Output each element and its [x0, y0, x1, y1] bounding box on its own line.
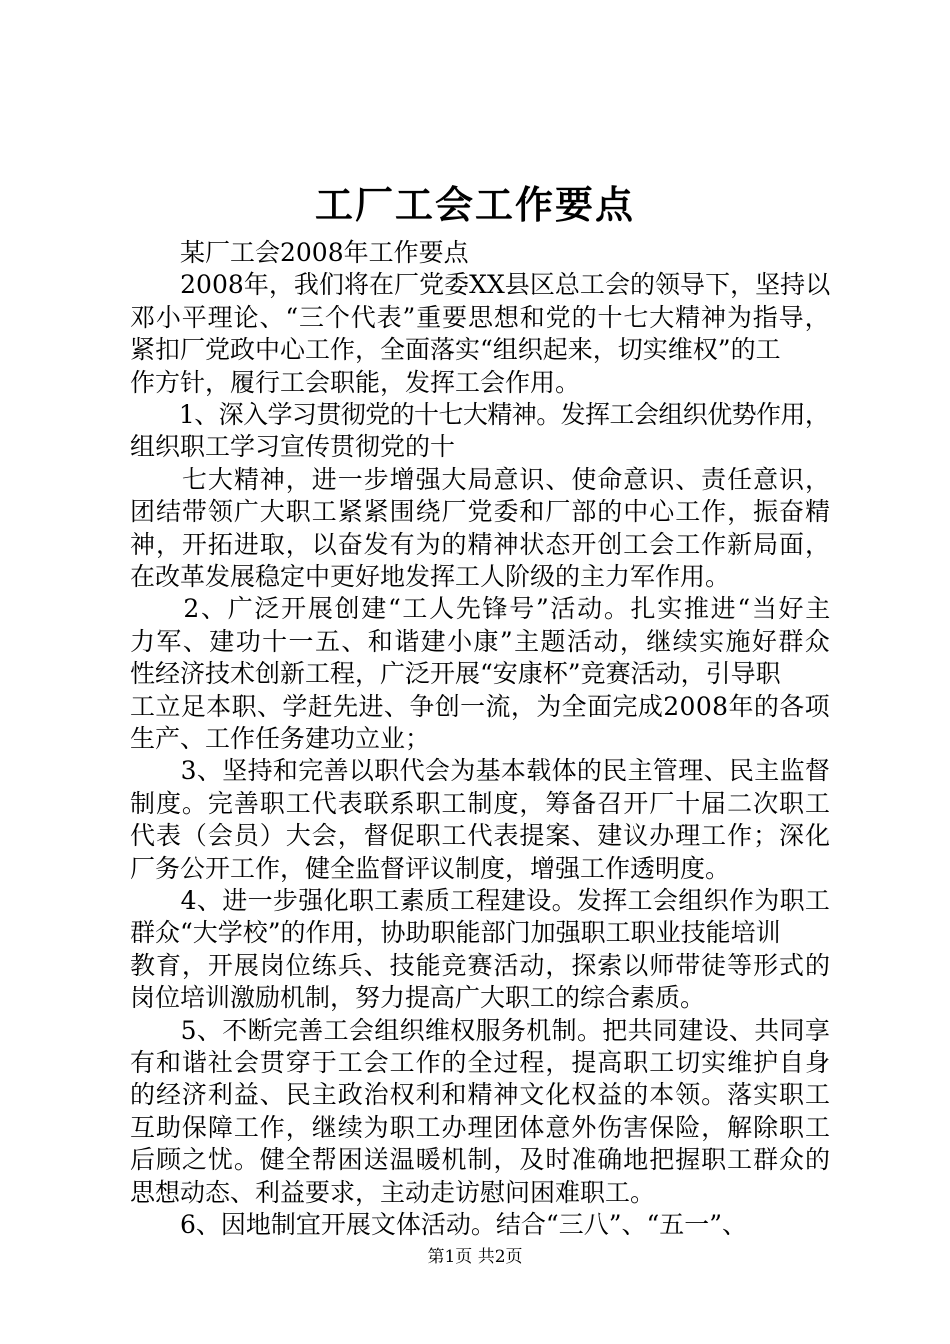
body-text-line: 力军、建功十一五、和谐建小康”主题活动，继续实施好群众 — [130, 626, 832, 656]
body-text-line: 4、进一步强化职工素质工程建设。发挥工会组织作为职工 — [130, 886, 831, 915]
body-text-line: 在改革发展稳定中更好地发挥工人阶级的主力军作用。 — [130, 562, 731, 591]
body-text-line: 厂务公开工作，健全监督评议制度，增强工作透明度。 — [130, 853, 731, 883]
body-text-line: 七大精神，进一步增强大局意识、使命意识、责任意识， — [130, 464, 831, 494]
body-text-line: 神，开拓进取，以奋发有为的精神状态开创工会工作新局面， — [130, 529, 831, 559]
body-text-line: 制度。完善职工代表联系职工制度，筹备召开厂十届二次职工 — [130, 788, 831, 818]
body-text-line: 3、坚持和完善以职代会为基本载体的民主管理、民主监督 — [130, 756, 831, 786]
body-text-line: 紧扣厂党政中心工作，全面落实“组织起来，切实维权”的工 — [130, 335, 781, 365]
body-text-line: 互助保障工作，继续为职工办理团体意外伤害保险，解除职工 — [130, 1112, 831, 1142]
body-text-line: 团结带领广大职工紧紧围绕厂党委和厂部的中心工作，振奋精 — [130, 497, 831, 527]
body-text-line: 作方针，履行工会职能，发挥工会作用。 — [130, 367, 581, 397]
body-text-line: 某厂工会2008年工作要点 — [130, 238, 469, 267]
body-text-line: 6、因地制宜开展文体活动。结合“三八”、“五一”、 — [130, 1210, 748, 1239]
body-text-line: 岗位培训激励机制，努力提高广大职工的综合素质。 — [130, 983, 706, 1013]
body-text-line: 代表（会员）大会，督促职工代表提案、建议办理工作；深化 — [130, 821, 831, 851]
document-title: 工厂工会工作要点 — [314, 182, 635, 227]
body-text-line: 2、广泛开展创建“工人先锋号”活动。扎实推进“当好主 — [130, 594, 832, 624]
body-text-line: 的经济利益、民主政治权利和精神文化权益的本领。落实职工 — [130, 1080, 831, 1110]
body-text-line: 1、深入学习贯彻党的十七大精神。发挥工会组织优势作用， — [130, 400, 830, 429]
body-text-line: 有和谐社会贯穿于工会工作的全过程，提高职工切实维护自身 — [130, 1048, 831, 1077]
body-text-line: 邓小平理论、“三个代表”重要思想和党的十七大精神为指导， — [130, 302, 831, 332]
body-text-line: 性经济技术创新工程，广泛开展“安康杯”竞赛活动，引导职 — [130, 659, 781, 689]
body-text-line: 组织职工学习宣传贯彻党的十 — [130, 432, 456, 462]
body-text-line: 5、不断完善工会组织维权服务机制。把共同建设、共同享 — [130, 1015, 831, 1045]
body-text-line: 2008年，我们将在厂党委XX县区总工会的领导下，坚持以 — [130, 270, 831, 300]
body-text-line: 生产、工作任务建功立业； — [130, 724, 431, 753]
body-text-line: 工立足本职、学赶先进、争创一流，为全面完成2008年的各项 — [130, 691, 831, 721]
page-footer: 第1页 共2页 — [427, 1247, 523, 1267]
body-text-line: 教育，开展岗位练兵、技能竞赛活动，探索以师带徒等形式的 — [130, 950, 831, 980]
body-text-line: 思想动态、利益要求，主动走访慰问困难职工。 — [130, 1177, 656, 1207]
body-text-line: 后顾之忧。健全帮困送温暖机制，及时准确地把握职工群众的 — [130, 1145, 831, 1175]
body-text-line: 群众“大学校”的作用，协助职能部门加强职工职业技能培训 — [130, 918, 781, 948]
